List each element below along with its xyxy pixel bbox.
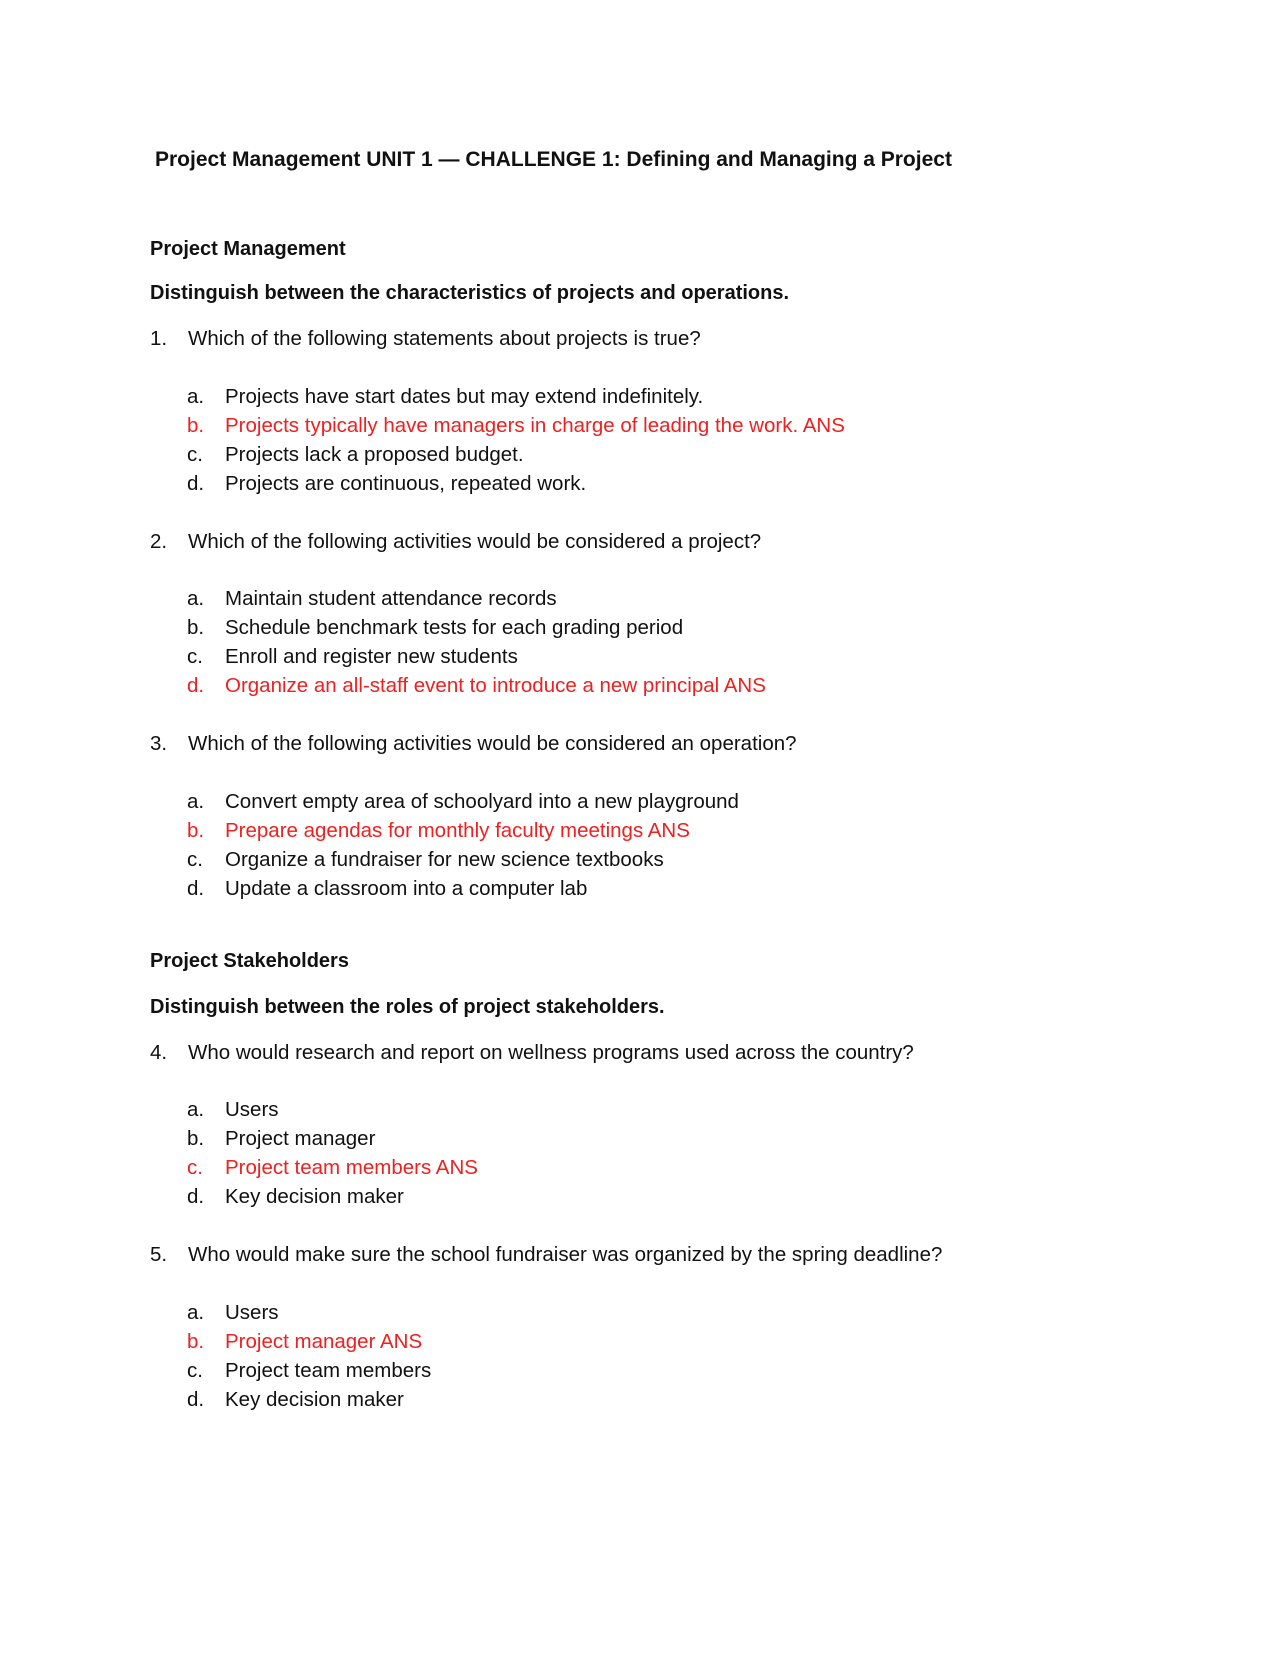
question-3 xyxy=(150,732,797,756)
option-letter: d. xyxy=(187,472,205,495)
option-text: Projects typically have managers in charge of leading the work. ANS xyxy=(225,414,845,437)
answer-option xyxy=(187,1098,279,1122)
option-letter: a. xyxy=(187,1098,205,1121)
question-number: 5. xyxy=(150,1243,168,1266)
answer-option-correct xyxy=(187,414,845,438)
option-text: Users xyxy=(225,1301,279,1324)
question-text: Who would make sure the school fundraiser was organized by the spring deadline? xyxy=(188,1243,943,1266)
answer-option-correct xyxy=(187,1156,478,1180)
answer-option xyxy=(187,1127,375,1151)
question-number: 4. xyxy=(150,1041,168,1064)
answer-option xyxy=(187,616,683,640)
option-text: Project team members xyxy=(225,1359,432,1382)
option-text: Projects have start dates but may extend indefinitely. xyxy=(225,385,704,408)
option-letter: c. xyxy=(187,443,203,466)
question-text: Which of the following activities would be considered an operation? xyxy=(188,732,797,755)
option-letter: d. xyxy=(187,1185,205,1208)
option-text: Projects lack a proposed budget. xyxy=(225,443,524,466)
question-number: 3. xyxy=(150,732,168,755)
question-5 xyxy=(150,1243,942,1267)
question-number: 1. xyxy=(150,327,168,350)
option-letter: c. xyxy=(187,1156,203,1179)
option-text: Project manager xyxy=(225,1127,376,1150)
answer-option xyxy=(187,1185,404,1209)
option-letter: c. xyxy=(187,848,203,871)
question-1 xyxy=(150,327,701,351)
section-heading-project-management: Project Management xyxy=(150,238,346,260)
answer-option xyxy=(187,790,739,814)
option-text: Enroll and register new students xyxy=(225,645,518,668)
answer-option-correct xyxy=(187,1330,422,1354)
question-text: Who would research and report on wellness programs used across the country? xyxy=(188,1041,914,1064)
option-letter: b. xyxy=(187,414,205,437)
option-letter: d. xyxy=(187,1388,205,1411)
answer-option xyxy=(187,645,518,669)
section-objective: Distinguish between the roles of project stakeholders. xyxy=(150,996,665,1018)
option-letter: b. xyxy=(187,1330,205,1353)
option-letter: c. xyxy=(187,1359,203,1382)
answer-option-correct xyxy=(187,674,766,698)
option-text: Key decision maker xyxy=(225,1388,404,1411)
option-letter: c. xyxy=(187,645,203,668)
answer-option xyxy=(187,385,703,409)
answer-option xyxy=(187,1301,279,1325)
option-text: Schedule benchmark tests for each grading period xyxy=(225,616,684,639)
option-letter: a. xyxy=(187,1301,205,1324)
option-text: Maintain student attendance records xyxy=(225,587,557,610)
option-letter: d. xyxy=(187,877,205,900)
question-4 xyxy=(150,1041,914,1065)
section-heading-project-stakeholders: Project Stakeholders xyxy=(150,950,349,972)
question-2 xyxy=(150,530,761,554)
option-text: Project team members ANS xyxy=(225,1156,478,1179)
answer-option xyxy=(187,472,586,496)
answer-option-correct xyxy=(187,819,690,843)
option-text: Project manager ANS xyxy=(225,1330,423,1353)
document-title: Project Management UNIT 1 — CHALLENGE 1: Defining and Managing a Project xyxy=(155,148,952,171)
answer-option xyxy=(187,1388,404,1412)
option-letter: b. xyxy=(187,819,205,842)
option-text: Update a classroom into a computer lab xyxy=(225,877,588,900)
option-text: Convert empty area of schoolyard into a new playground xyxy=(225,790,739,813)
option-letter: a. xyxy=(187,587,205,610)
option-letter: b. xyxy=(187,616,205,639)
answer-option xyxy=(187,587,557,611)
question-text: Which of the following activities would be considered a project? xyxy=(188,530,762,553)
question-text: Which of the following statements about projects is true? xyxy=(188,327,701,350)
answer-option xyxy=(187,848,664,872)
option-letter: d. xyxy=(187,674,205,697)
option-text: Organize an all-staff event to introduce a new principal ANS xyxy=(225,674,766,697)
option-text: Projects are continuous, repeated work. xyxy=(225,472,587,495)
answer-option xyxy=(187,443,524,467)
option-letter: a. xyxy=(187,385,205,408)
question-number: 2. xyxy=(150,530,168,553)
option-text: Key decision maker xyxy=(225,1185,404,1208)
section-objective: Distinguish between the characteristics of projects and operations. xyxy=(150,282,790,304)
option-text: Organize a fundraiser for new science textbooks xyxy=(225,848,664,871)
answer-option xyxy=(187,877,587,901)
option-letter: b. xyxy=(187,1127,205,1150)
option-text: Users xyxy=(225,1098,279,1121)
answer-option xyxy=(187,1359,431,1383)
option-letter: a. xyxy=(187,790,205,813)
option-text: Prepare agendas for monthly faculty meetings ANS xyxy=(225,819,690,842)
